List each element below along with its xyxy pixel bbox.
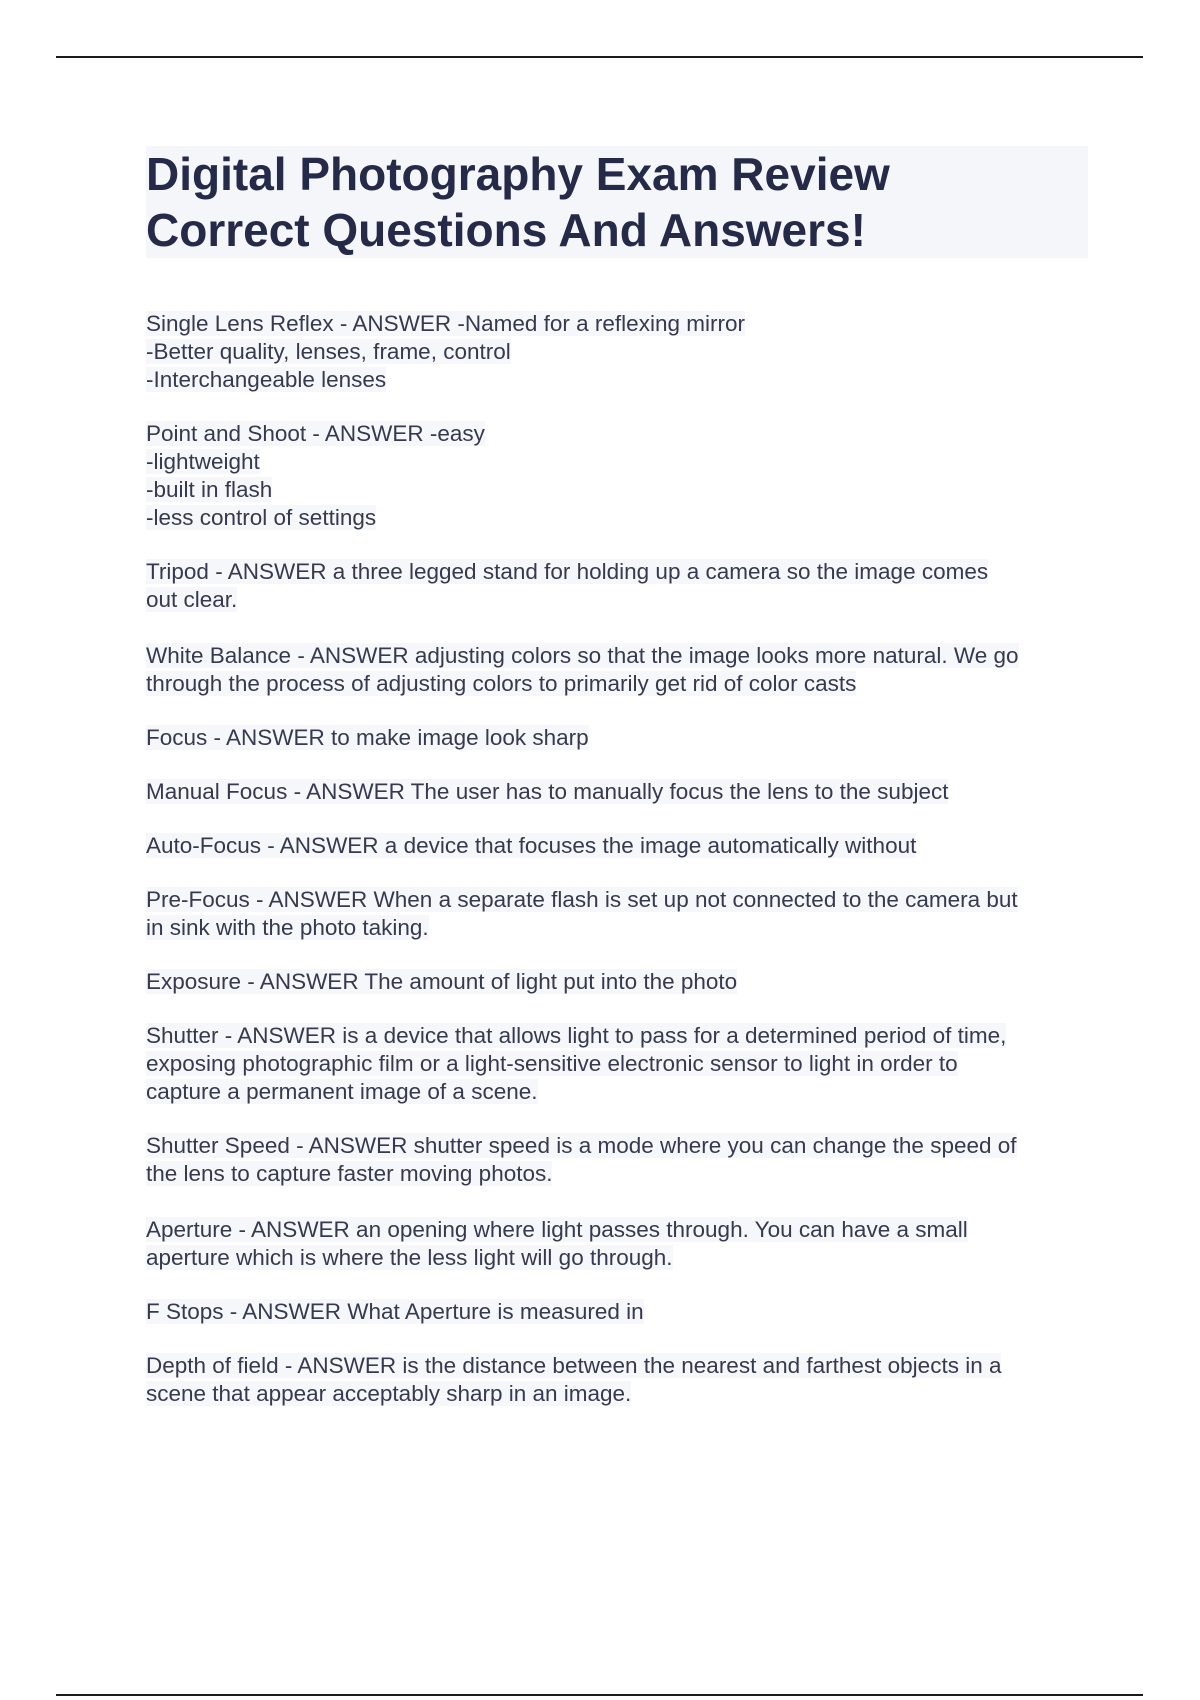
title-line-2: Correct Questions And Answers! <box>146 204 866 256</box>
qa-entry <box>146 420 1096 532</box>
title-line-1: Digital Photography Exam Review <box>146 148 890 200</box>
qa-term-line <box>146 832 1096 860</box>
qa-entry <box>146 1132 1096 1188</box>
qa-term-line <box>146 778 1096 806</box>
qa-entry <box>146 310 1096 394</box>
qa-entry <box>146 968 1096 996</box>
bottom-rule <box>56 1694 1143 1696</box>
qa-line-text: -Better quality, lenses, frame, control <box>146 339 511 364</box>
qa-term-line <box>146 968 1096 996</box>
qa-line-text: in sink with the photo taking. <box>146 915 429 940</box>
qa-answer-line <box>146 366 1096 394</box>
qa-line-text: Focus - ANSWER to make image look sharp <box>146 725 589 750</box>
qa-entry <box>146 1022 1096 1106</box>
qa-answer-line <box>146 338 1096 366</box>
qa-list <box>146 310 1096 1408</box>
qa-term-line <box>146 1132 1096 1160</box>
qa-term-line <box>146 310 1096 338</box>
qa-answer-line <box>146 476 1096 504</box>
qa-term-line <box>146 558 1096 586</box>
document-title <box>146 146 1088 258</box>
qa-answer-line <box>146 914 1096 942</box>
qa-answer-line <box>146 586 1096 614</box>
qa-line-text: -less control of settings <box>146 505 377 530</box>
qa-term-line <box>146 1298 1096 1326</box>
qa-term-line <box>146 1022 1096 1050</box>
qa-term-line <box>146 420 1096 448</box>
qa-line-text: -Interchangeable lenses <box>146 367 387 392</box>
qa-term-line <box>146 1216 1096 1244</box>
qa-line-text: exposing photographic film or a light-sensitive electronic sensor to light in order to <box>146 1051 958 1076</box>
qa-line-text: aperture which is where the less light will go through. <box>146 1245 673 1270</box>
qa-answer-line <box>146 1078 1096 1106</box>
qa-line-text: White Balance - ANSWER adjusting colors so that the image looks more natural. We go <box>146 643 1019 668</box>
qa-line-text: F Stops - ANSWER What Aperture is measured in <box>146 1299 644 1324</box>
qa-term-line <box>146 642 1096 670</box>
qa-line-text: Auto-Focus - ANSWER a device that focuses the image automatically without <box>146 833 917 858</box>
top-rule <box>56 56 1143 58</box>
qa-line-text: -lightweight <box>146 449 260 474</box>
qa-answer-line <box>146 504 1096 532</box>
qa-line-text: out clear. <box>146 587 238 612</box>
qa-line-text: Aperture - ANSWER an opening where light passes through. You can have a small <box>146 1217 968 1242</box>
qa-term-line <box>146 886 1096 914</box>
qa-line-text: -built in flash <box>146 477 273 502</box>
qa-entry <box>146 1352 1096 1408</box>
qa-entry <box>146 558 1096 614</box>
qa-line-text: Single Lens Reflex - ANSWER -Named for a reflexing mirror <box>146 311 745 336</box>
qa-line-text: scene that appear acceptably sharp in an image. <box>146 1381 632 1406</box>
qa-line-text: Tripod - ANSWER a three legged stand for holding up a camera so the image comes <box>146 559 989 584</box>
qa-line-text: Point and Shoot - ANSWER -easy <box>146 421 485 446</box>
qa-line-text: Pre-Focus - ANSWER When a separate flash is set up not connected to the camera but <box>146 887 1018 912</box>
qa-entry <box>146 1298 1096 1326</box>
qa-line-text: through the process of adjusting colors to primarily get rid of color casts <box>146 671 857 696</box>
qa-answer-line <box>146 670 1096 698</box>
qa-answer-line <box>146 1244 1096 1272</box>
qa-entry <box>146 778 1096 806</box>
qa-entry <box>146 642 1096 698</box>
qa-answer-line <box>146 1160 1096 1188</box>
qa-entry <box>146 832 1096 860</box>
qa-line-text: Manual Focus - ANSWER The user has to manually focus the lens to the subject <box>146 779 949 804</box>
qa-answer-line <box>146 1050 1096 1078</box>
qa-line-text: Shutter Speed - ANSWER shutter speed is a mode where you can change the speed of <box>146 1133 1017 1158</box>
qa-entry <box>146 886 1096 942</box>
qa-line-text: Exposure - ANSWER The amount of light put into the photo <box>146 969 738 994</box>
qa-term-line <box>146 1352 1096 1380</box>
qa-entry <box>146 724 1096 752</box>
qa-line-text: capture a permanent image of a scene. <box>146 1079 538 1104</box>
qa-entry <box>146 1216 1096 1272</box>
qa-line-text: Depth of field - ANSWER is the distance between the nearest and farthest objects in a <box>146 1353 1002 1378</box>
qa-line-text: the lens to capture faster moving photos. <box>146 1161 553 1186</box>
qa-term-line <box>146 724 1096 752</box>
qa-answer-line <box>146 1380 1096 1408</box>
qa-answer-line <box>146 448 1096 476</box>
qa-line-text: Shutter - ANSWER is a device that allows light to pass for a determined period of time, <box>146 1023 1007 1048</box>
